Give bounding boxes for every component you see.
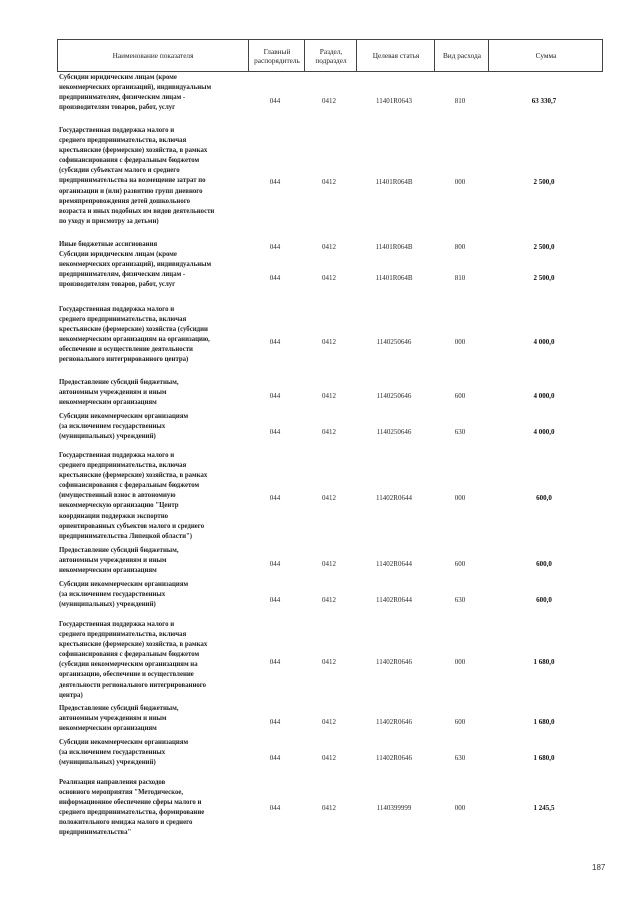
row-name: Иные бюджетные ассигнования bbox=[59, 241, 158, 248]
row-target: 11401R064B bbox=[375, 178, 413, 186]
row-expense: 630 bbox=[454, 754, 466, 762]
row-grbs: 044 bbox=[269, 428, 281, 436]
row-name: Предоставление субсидий бюджетным, автономным учреждениям и иным некоммерческим организациям bbox=[59, 705, 179, 733]
header-grbs: Главный распорядитель bbox=[248, 40, 305, 71]
row-name: Субсидии некоммерческим организациям (за исключением государственных (муниципальных) учреждений) bbox=[59, 413, 189, 441]
table-header bbox=[57, 39, 603, 72]
row-expense: 630 bbox=[454, 428, 466, 436]
row-name: Субсидии юридическим лицам (кроме некоммерческих организаций), индивидуальным предпринимателям, физическим лицам - производителям товаров, работ, услуг bbox=[59, 251, 212, 289]
header-target: Целевая статья bbox=[356, 40, 435, 71]
row-target: 1140250646 bbox=[376, 338, 412, 346]
row-sum: 63 330,7 bbox=[531, 97, 557, 105]
row-name: Государственная поддержка малого и среднего предпринимательства, включая крестьянские (фермерские) хозяйства, в рамках софинансирования с федеральным бюджетом (субсидии субъектам малого и среднего предпринимательства на возмещение затрат по организации и (или) развитию групп дневного времяпрепровождения детей дошкольного возраста и иных подобных им видов деятельности по уходу и присмотру за детьми) bbox=[59, 127, 215, 225]
row-sum: 600,0 bbox=[536, 494, 552, 502]
row-section: 0412 bbox=[322, 428, 336, 436]
row-name: Государственная поддержка малого и среднего предпринимательства, включая крестьянские (фермерские) хозяйства, в рамках софинансирования с федеральным бюджетом (субсидии некоммерческим организациям на организацию, обеспечение и осуществление деятельности регионального интегрированного центра) bbox=[59, 621, 208, 699]
row-section: 0412 bbox=[322, 338, 336, 346]
row-grbs: 044 bbox=[269, 658, 281, 666]
row-expense: 600 bbox=[454, 718, 466, 726]
row-target: 11401R0643 bbox=[376, 97, 412, 105]
row-expense: 600 bbox=[454, 560, 466, 568]
row-section: 0412 bbox=[322, 274, 336, 282]
row-expense: 000 bbox=[454, 338, 466, 346]
row-expense: 600 bbox=[454, 392, 466, 400]
header-sum: Сумма bbox=[488, 40, 603, 71]
row-sum: 600,0 bbox=[536, 596, 552, 604]
row-name: Реализация направления расходов основного мероприятия "Методическое, информационное обеспечение сферы малого и среднего предпринимательства, формирование положительного имиджа малого и среднего предпринимательства" bbox=[59, 779, 205, 837]
header-section: Раздел, подраздел bbox=[304, 40, 357, 71]
row-section: 0412 bbox=[322, 392, 336, 400]
row-sum: 600,0 bbox=[536, 560, 552, 568]
row-section: 0412 bbox=[322, 494, 336, 502]
row-expense: 000 bbox=[454, 804, 466, 812]
row-section: 0412 bbox=[322, 243, 336, 251]
row-target: 11402R0644 bbox=[376, 596, 412, 604]
row-section: 0412 bbox=[322, 718, 336, 726]
row-section: 0412 bbox=[322, 596, 336, 604]
row-name: Субсидии некоммерческим организациям (за исключением государственных (муниципальных) учреждений) bbox=[59, 581, 189, 609]
row-expense: 810 bbox=[454, 97, 466, 105]
row-target: 1140399999 bbox=[376, 804, 412, 812]
row-target: 11402R0644 bbox=[376, 494, 412, 502]
row-target: 11401R064B bbox=[375, 243, 413, 251]
row-name: Государственная поддержка малого и среднего предпринимательства, включая крестьянские (фермерские) хозяйства (субсидии некоммерческим организациям на организацию, обеспечение и осуществление деятельности регионального интегрированного центра) bbox=[59, 306, 210, 364]
row-target: 11402R0646 bbox=[376, 658, 412, 666]
row-target: 1140250646 bbox=[376, 392, 412, 400]
header-expense: Вид расхода bbox=[434, 40, 489, 71]
page-number: 187 bbox=[592, 863, 606, 872]
row-section: 0412 bbox=[322, 754, 336, 762]
row-sum: 1 680,0 bbox=[533, 718, 555, 726]
row-grbs: 044 bbox=[269, 97, 281, 105]
row-section: 0412 bbox=[322, 178, 336, 186]
row-grbs: 044 bbox=[269, 392, 281, 400]
header-name: Наименование показателя bbox=[112, 51, 194, 60]
row-section: 0412 bbox=[322, 658, 336, 666]
row-grbs: 044 bbox=[269, 494, 281, 502]
row-grbs: 044 bbox=[269, 804, 281, 812]
row-name: Предоставление субсидий бюджетным, автономным учреждениям и иным некоммерческим организациям bbox=[59, 547, 179, 575]
row-sum: 4 000,0 bbox=[533, 392, 555, 400]
row-expense: 630 bbox=[454, 596, 466, 604]
row-grbs: 044 bbox=[269, 274, 281, 282]
row-name: Государственная поддержка малого и среднего предпринимательства, включая крестьянские (фермерские) хозяйства, в рамках софинансирования с федеральным бюджетом (имущественный взнос в автономную некоммерческую организацию "Центр координации поддержки экспортно ориентированных субъектов малого и среднего предпринимательства Липецкой области") bbox=[59, 452, 208, 540]
row-grbs: 044 bbox=[269, 178, 281, 186]
row-name: Предоставление субсидий бюджетным, автономным учреждениям и иным некоммерческим организациям bbox=[59, 379, 179, 407]
row-section: 0412 bbox=[322, 804, 336, 812]
row-sum: 1 680,0 bbox=[533, 658, 555, 666]
row-expense: 000 bbox=[454, 494, 466, 502]
row-grbs: 044 bbox=[269, 338, 281, 346]
row-sum: 2 500,0 bbox=[533, 243, 555, 251]
row-expense: 810 bbox=[454, 274, 466, 282]
row-expense: 800 bbox=[454, 243, 466, 251]
row-grbs: 044 bbox=[269, 718, 281, 726]
row-sum: 4 000,0 bbox=[533, 338, 555, 346]
row-target: 11402R0646 bbox=[376, 754, 412, 762]
row-sum: 2 500,0 bbox=[533, 178, 555, 186]
row-sum: 4 000,0 bbox=[533, 428, 555, 436]
row-section: 0412 bbox=[322, 560, 336, 568]
row-grbs: 044 bbox=[269, 754, 281, 762]
row-grbs: 044 bbox=[269, 560, 281, 568]
row-target: 11401R064B bbox=[375, 274, 413, 282]
row-target: 11402R0644 bbox=[376, 560, 412, 568]
row-name: Субсидии юридическим лицам (кроме некоммерческих организаций), индивидуальным предпринимателям, физическим лицам - производителям товаров, работ, услуг bbox=[59, 74, 212, 112]
row-grbs: 044 bbox=[269, 243, 281, 251]
row-expense: 000 bbox=[454, 658, 466, 666]
row-name: Субсидии некоммерческим организациям (за исключением государственных (муниципальных) учреждений) bbox=[59, 739, 189, 767]
row-section: 0412 bbox=[322, 97, 336, 105]
row-expense: 000 bbox=[454, 178, 466, 186]
row-sum: 2 500,0 bbox=[533, 274, 555, 282]
row-sum: 1 245,5 bbox=[533, 804, 555, 812]
row-target: 11402R0646 bbox=[376, 718, 412, 726]
row-grbs: 044 bbox=[269, 596, 281, 604]
row-target: 1140250646 bbox=[376, 428, 412, 436]
row-sum: 1 680,0 bbox=[533, 754, 555, 762]
